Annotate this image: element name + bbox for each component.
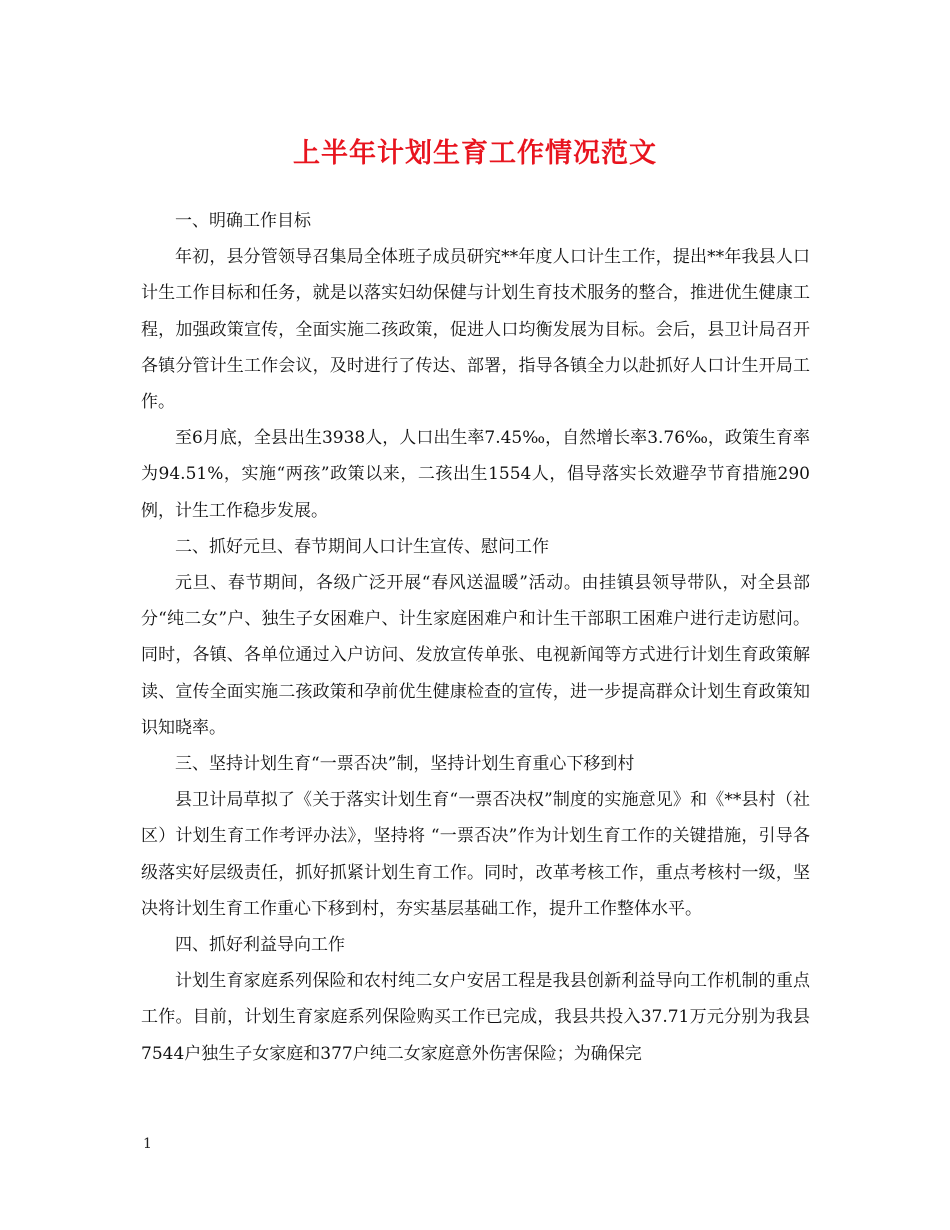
section-heading-2: 二、抓好元旦、春节期间人口计生宣传、慰问工作: [175, 536, 549, 557]
paragraph: 元旦、春节期间，各级广泛开展“春风送温暖”活动。由挂镇县领导带队，对全县部分“纯二女”户、独生子女困难户、计生家庭困难户和计生干部职工困难户进行走访慰问。同时，各镇、各单位通过入户访问、发放宣传单张、电视新闻等方式进行计划生育政策解读、宣传全面实施二孩政策和孕前优生健康检查的宣传，进一步提高群众计划生育政策知识知晓率。: [141, 573, 810, 738]
paragraph: 年初，县分管领导召集局全体班子成员研究**年度人口计生工作，提出**年我县人口计生工作目标和任务，就是以落实妇幼保健与计划生育技术服务的整合，推进优生健康工程，加强政策宣传，全面实施二孩政策，促进人口均衡发展为目标。会后，县卫计局召开各镇分管计生工作会议，及时进行了传达、部署，指导各镇全力以赴抓好人口计生开局工作。: [141, 247, 810, 413]
section-heading-3: 三、坚持计划生育“一票否决”制，坚持计划生育重心下移到村: [175, 754, 635, 775]
section-heading-4: 四、抓好利益导向工作: [175, 935, 345, 956]
page-number: 1: [143, 1136, 152, 1152]
paragraph: 计划生育家庭系列保险和农村纯二女户安居工程是我县创新利益导向工作机制的重点工作。目前，计划生育家庭系列保险购买工作已完成，我县共投入37.71万元分别为我县7544户独生子女家庭和377户纯二女家庭意外伤害保险；为确保完: [141, 971, 810, 1064]
paragraph: 县卫计局草拟了《关于落实计划生育“一票否决权”制度的实施意见》和《**县村（社区）计划生育工作考评办法》，坚持将 “一票否决”作为计划生育工作的关键措施，引导各级落实好层级责任，抓好抓紧计划生育工作。同时，改革考核工作，重点考核村一级，坚决将计划生育工作重心下移到村，夯实基层基础工作，提升工作整体水平。: [141, 790, 810, 919]
section-heading-1: 一、明确工作目标: [175, 211, 311, 231]
document-body: [141, 203, 810, 1072]
document-title: 上半年计划生育工作情况范文: [293, 138, 657, 169]
paragraph: 至6月底，全县出生3938人，人口出生率7.45‰，自然增长率3.76‰，政策生育率为94.51%，实施“两孩”政策以来，二孩出生1554人，倡导落实长效避孕节育措施290例，计生工作稳步发展。: [141, 428, 810, 521]
